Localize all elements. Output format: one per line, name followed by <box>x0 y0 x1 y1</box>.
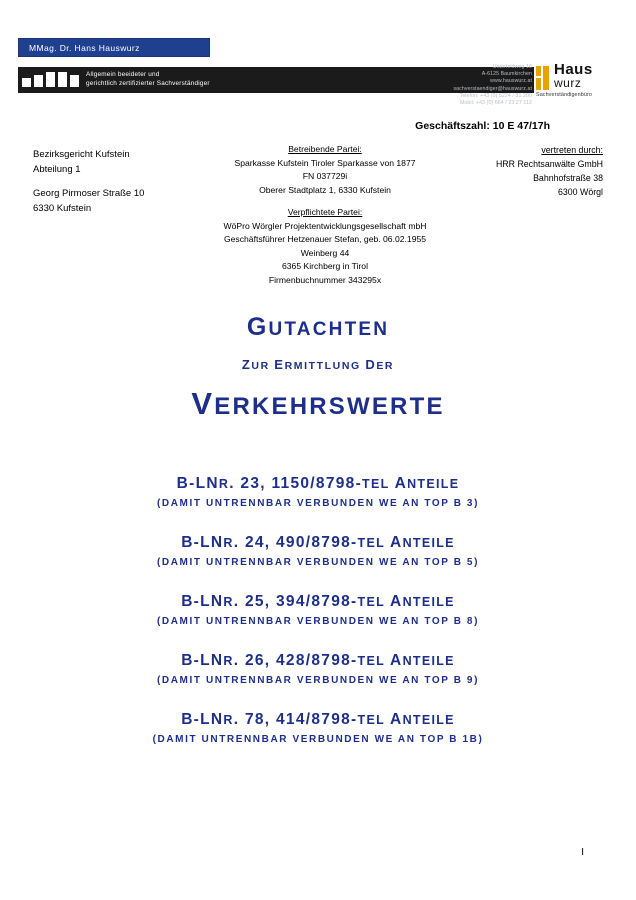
debtor-line-1: WöPro Wörgler Projektentwicklungsgesellschaft mbH <box>223 220 427 231</box>
lot-tel: TEL <box>357 713 386 727</box>
representative-street: Bahnhofstraße 38 <box>533 173 603 183</box>
logo-tagline: Sachverständigenbüro <box>536 92 592 98</box>
lot-note: (DAMIT UNTRENNBAR VERBUNDEN WE AN TOP B 8) <box>156 616 480 627</box>
logo-mark-icon <box>536 66 549 90</box>
contact-email: sachverstaendiger@hauswurz.at <box>453 85 532 92</box>
lot-item <box>0 473 636 512</box>
lot-note: (DAMIT UNTRENNBAR VERBUNDEN WE AN TOP B 5) <box>156 557 480 568</box>
expert-name-bar <box>18 38 210 57</box>
lot-heading <box>0 591 636 613</box>
logo-word-wurz: wurz <box>554 76 582 90</box>
lot-tel: TEL <box>357 654 386 668</box>
lot-nr-abbrev: R <box>223 595 234 609</box>
lot-anteile-initial: A <box>385 711 403 728</box>
lot-number-share: . 78, 414/8798- <box>233 711 358 728</box>
lot-nr-abbrev: R <box>223 654 234 668</box>
lot-prefix: B-LN <box>181 711 224 728</box>
debtor-line-2: Geschäftsführer Hetzenauer Stefan, geb. 06.02.1955 <box>223 234 427 244</box>
debtor-line-3: Weinberg 44 <box>300 247 350 258</box>
expert-name: MMag. Dr. Hans Hauswurz <box>29 43 140 53</box>
lot-anteile-rest: NTEILE <box>407 477 460 491</box>
lot-note: (DAMIT UNTRENNBAR VERBUNDEN WE AN TOP B 9) <box>156 675 480 686</box>
lot-tel: TEL <box>362 477 390 491</box>
representative-block <box>443 143 603 199</box>
lot-heading <box>0 473 636 495</box>
contact-website: www.hauswurz.at <box>490 78 532 85</box>
page-number: I <box>581 847 584 858</box>
subtitle-word1-rest: UR <box>251 360 275 372</box>
court-city: 6330 Kufstein <box>33 202 92 214</box>
lot-nr-abbrev: R <box>218 477 230 491</box>
lot-number-share: . 23, 1150/8798- <box>229 475 363 492</box>
letterhead <box>0 26 636 107</box>
subtitle-word2-initial: E <box>274 357 285 372</box>
lot-note: (DAMIT UNTRENNBAR VERBUNDEN WE AN TOP B 3) <box>156 498 480 509</box>
court-department: Abteilung 1 <box>33 163 81 175</box>
lot-anteile-initial: A <box>385 593 403 610</box>
lot-item <box>0 532 636 571</box>
main-title-initial: V <box>191 386 215 421</box>
lot-item <box>0 591 636 630</box>
lot-item <box>0 650 636 689</box>
lot-heading <box>0 532 636 554</box>
company-logo <box>536 62 624 98</box>
representative-name: HRR Rechtsanwälte GmbH <box>495 159 603 169</box>
lot-tel: TEL <box>357 595 386 609</box>
court-address <box>33 148 144 216</box>
debtor-label: Verpflichtete Partei: <box>287 207 363 217</box>
document-title-rest: UTACHTEN <box>268 319 390 340</box>
lot-list <box>0 473 636 768</box>
document-title <box>0 313 636 342</box>
document-title-main <box>0 386 636 422</box>
lot-anteile-rest: NTEILE <box>402 536 455 550</box>
representative-city: 6300 Wörgl <box>558 187 603 197</box>
creditor-line-1: Sparkasse Kufstein Tiroler Sparkasse von 1877 <box>234 157 416 168</box>
expert-role-line-2: gerichtlich zertifizierter Sachverständiger <box>86 80 210 87</box>
document-subtitle <box>0 357 636 372</box>
expert-role <box>86 70 210 88</box>
subtitle-word3-rest: ER <box>376 360 395 372</box>
expert-role-line-1: Allgemein beeideter und <box>86 71 160 78</box>
lot-item <box>0 709 636 748</box>
contact-line-2: A-6125 Baumkirchen <box>481 71 532 78</box>
lot-number-share: . 24, 490/8798- <box>233 534 358 551</box>
court-name: Bezirksgericht Kufstein <box>33 149 130 160</box>
case-number <box>415 120 550 132</box>
lot-heading <box>0 709 636 731</box>
contact-phone: Telefon: +43 (0) 5224 / 31 200 <box>459 92 532 99</box>
creditor-line-3: Oberer Stadtplatz 1, 6330 Kufstein <box>259 184 391 195</box>
lot-anteile-initial: A <box>385 534 403 551</box>
lot-prefix: B-LN <box>176 475 219 492</box>
logo-word-haus: Haus <box>554 61 593 78</box>
subtitle-word3-initial: D <box>365 357 377 372</box>
lot-tel: TEL <box>357 536 386 550</box>
lot-number-share: . 25, 394/8798- <box>233 593 358 610</box>
lot-anteile-rest: NTEILE <box>402 595 455 609</box>
parties-block <box>190 143 460 287</box>
subtitle-word1-initial: Z <box>241 357 252 372</box>
lot-anteile-initial: A <box>385 652 403 669</box>
lot-anteile-rest: NTEILE <box>402 713 455 727</box>
creditor-line-2: FN 037729i <box>302 171 348 181</box>
lot-anteile-rest: NTEILE <box>402 654 455 668</box>
creditor-label: Betreibende Partei: <box>288 144 362 154</box>
lot-prefix: B-LN <box>181 652 224 669</box>
case-number-label: Geschäftszahl: <box>415 120 490 132</box>
lot-number-share: . 26, 428/8798- <box>233 652 358 669</box>
lot-anteile-initial: A <box>389 475 408 492</box>
contact-mobile: Mobil: +43 (0) 664 / 23 27 112 <box>460 100 532 107</box>
lot-heading <box>0 650 636 672</box>
document-title-initial: G <box>246 313 269 341</box>
court-street: Georg Pirmoser Straße 10 <box>33 188 145 199</box>
lot-nr-abbrev: R <box>223 713 234 727</box>
square-pattern-icon <box>22 72 79 87</box>
subtitle-word2-rest: RMITTLUNG <box>284 360 366 372</box>
case-number-value: 10 E 47/17h <box>492 120 550 132</box>
main-title-rest: ERKEHRSWERTE <box>214 393 445 420</box>
debtor-line-5: Firmenbuchnummer 343295x <box>268 274 382 285</box>
lot-note: (DAMIT UNTRENNBAR VERBUNDEN WE AN TOP B 1B) <box>152 734 484 745</box>
debtor-line-4: 6365 Kirchberg in Tirol <box>282 261 368 271</box>
lot-prefix: B-LN <box>181 534 224 551</box>
lot-nr-abbrev: R <box>223 536 234 550</box>
contact-line-1: Unterfeldweg 18 <box>492 64 532 70</box>
representative-label: vertreten durch: <box>541 145 603 155</box>
contact-block <box>372 64 532 107</box>
lot-prefix: B-LN <box>181 593 224 610</box>
